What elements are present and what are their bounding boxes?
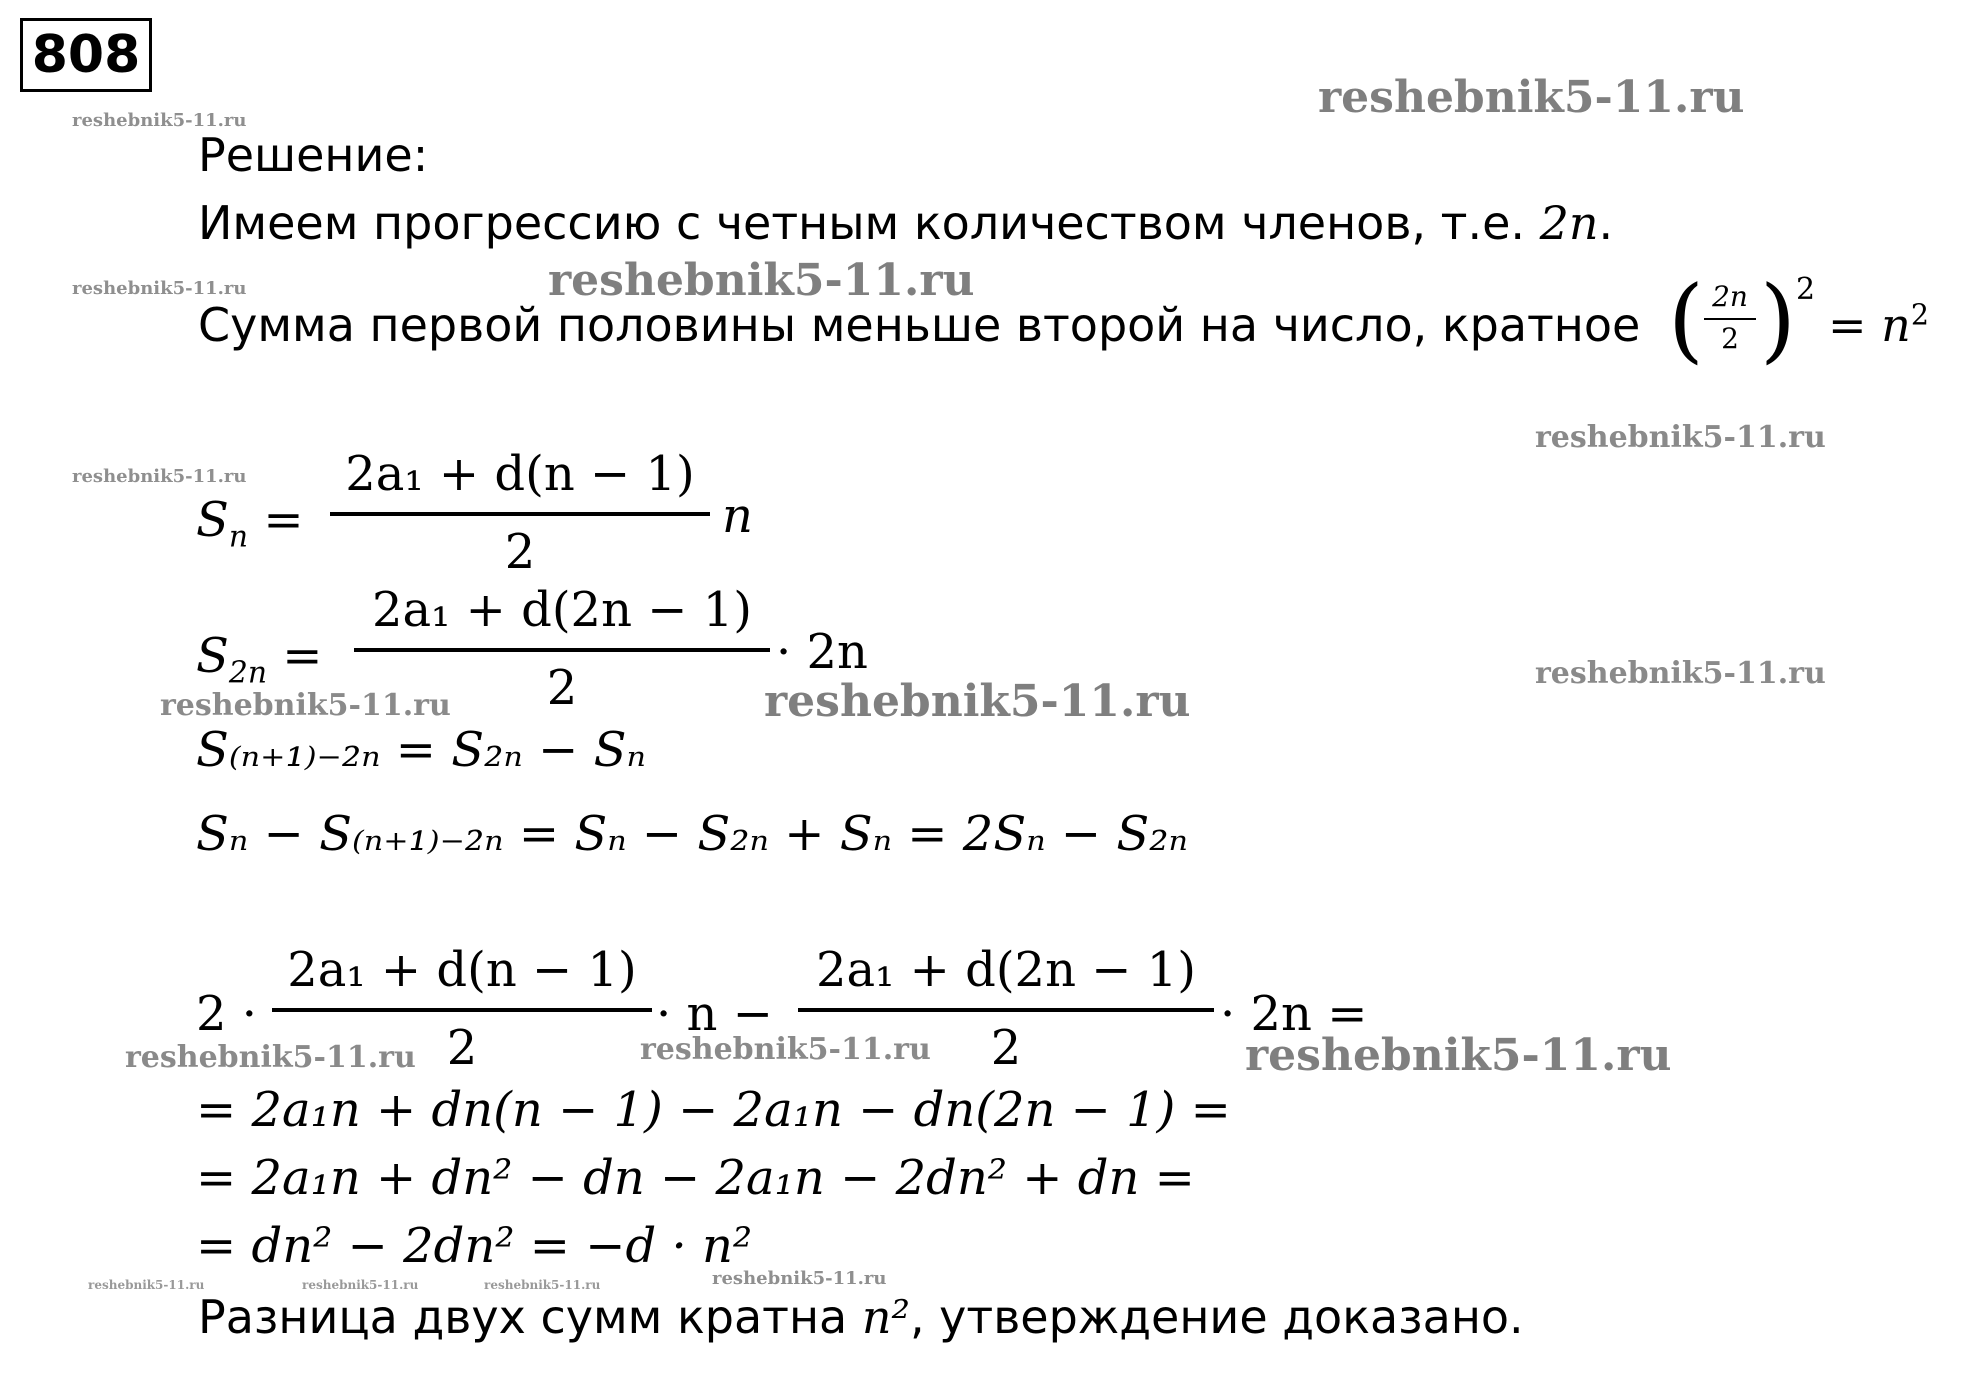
big-expr-mid: · n −: [656, 986, 773, 1042]
big-expr-num1: 2a₁ + d(n − 1): [287, 942, 637, 998]
big-expr-den1: 2: [446, 1020, 478, 1076]
watermark: reshebnik5-11.ru: [125, 1040, 416, 1075]
equation-3: S₍ₙ₊₁₎₋₂ₙ = S₂ₙ − Sₙ: [196, 722, 646, 778]
watermark: reshebnik5-11.ru: [1318, 72, 1745, 123]
right-paren: ): [1760, 266, 1796, 373]
watermark: reshebnik5-11.ru: [1535, 656, 1826, 691]
watermark: reshebnik5-11.ru: [72, 278, 247, 299]
text-line-1: [198, 196, 1613, 250]
watermark: reshebnik5-11.ru: [302, 1278, 419, 1292]
big-expr-bar1: [272, 1008, 652, 1012]
big-expr-den2: 2: [990, 1020, 1022, 1076]
formula-s2n-denominator: 2: [546, 660, 578, 716]
watermark: reshebnik5-11.ru: [1535, 420, 1826, 455]
big-expr-bar2: [798, 1008, 1214, 1012]
formula-s2n-bar: [354, 648, 770, 652]
conclusion: Разница двух сумм кратна n², утверждение доказано.: [198, 1290, 1524, 1344]
left-paren: (: [1668, 266, 1704, 373]
watermark: reshebnik5-11.ru: [484, 1278, 601, 1292]
watermark: reshebnik5-11.ru: [72, 466, 247, 487]
step-2: = 2a₁n + dn² − dn − 2a₁n − 2dn² + dn =: [196, 1150, 1195, 1206]
big-expr-end: · 2n =: [1220, 986, 1368, 1042]
line1-end: .: [1598, 196, 1614, 250]
line2-exp: 2: [1796, 272, 1816, 307]
watermark: reshebnik5-11.ru: [764, 676, 1191, 727]
formula-sn-denominator: 2: [504, 524, 536, 580]
line2-frac-num: 2n: [1712, 280, 1748, 313]
formula-s2n-numerator: 2a₁ + d(2n − 1): [371, 582, 753, 638]
step-3: = dn² − 2dn² = −d · n²: [196, 1218, 753, 1274]
watermark: reshebnik5-11.ru: [712, 1268, 887, 1289]
formula-sn-bar: [330, 512, 710, 516]
line2-frac-bar: [1704, 318, 1756, 320]
watermark: reshebnik5-11.ru: [548, 255, 975, 306]
step-1: = 2a₁n + dn(n − 1) − 2a₁n − dn(2n − 1) =: [196, 1082, 1231, 1138]
equation-4: Sₙ − S₍ₙ₊₁₎₋₂ₙ = Sₙ − S₂ₙ + Sₙ = 2Sₙ − S₂ₙ: [196, 806, 1188, 862]
watermark: reshebnik5-11.ru: [160, 688, 451, 723]
big-expr-num2: 2a₁ + d(2n − 1): [815, 942, 1197, 998]
text-line-2: [198, 298, 1640, 352]
problem-number: 808: [20, 18, 152, 92]
watermark: reshebnik5-11.ru: [88, 1278, 205, 1292]
line1-text: Имеем прогрессию с четным количеством членов, т.е.: [198, 196, 1540, 250]
watermark: reshebnik5-11.ru: [640, 1032, 931, 1067]
watermark: reshebnik5-11.ru: [1245, 1030, 1672, 1081]
line2-fraction-group: [1668, 266, 1958, 382]
line2-rhs: = $n^2$: [1828, 298, 1929, 352]
formula-sn-factor: n: [722, 488, 753, 544]
line1-math: 2n: [1539, 196, 1599, 250]
line2-frac-den: 2: [1721, 322, 1739, 355]
big-expr-coef: 2 ·: [196, 986, 258, 1042]
watermark: reshebnik5-11.ru: [72, 110, 247, 131]
formula-sn-lhs: $S_n$ =: [196, 492, 304, 555]
solution-heading: Решение:: [198, 128, 429, 182]
formula-s2n-lhs: $S_{2n}$ =: [196, 628, 323, 691]
formula-s2n-factor: · 2n: [776, 624, 868, 680]
formula-sn-numerator: 2a₁ + d(n − 1): [345, 446, 695, 502]
line2-text: Сумма первой половины меньше второй на число, кратное: [198, 298, 1641, 352]
